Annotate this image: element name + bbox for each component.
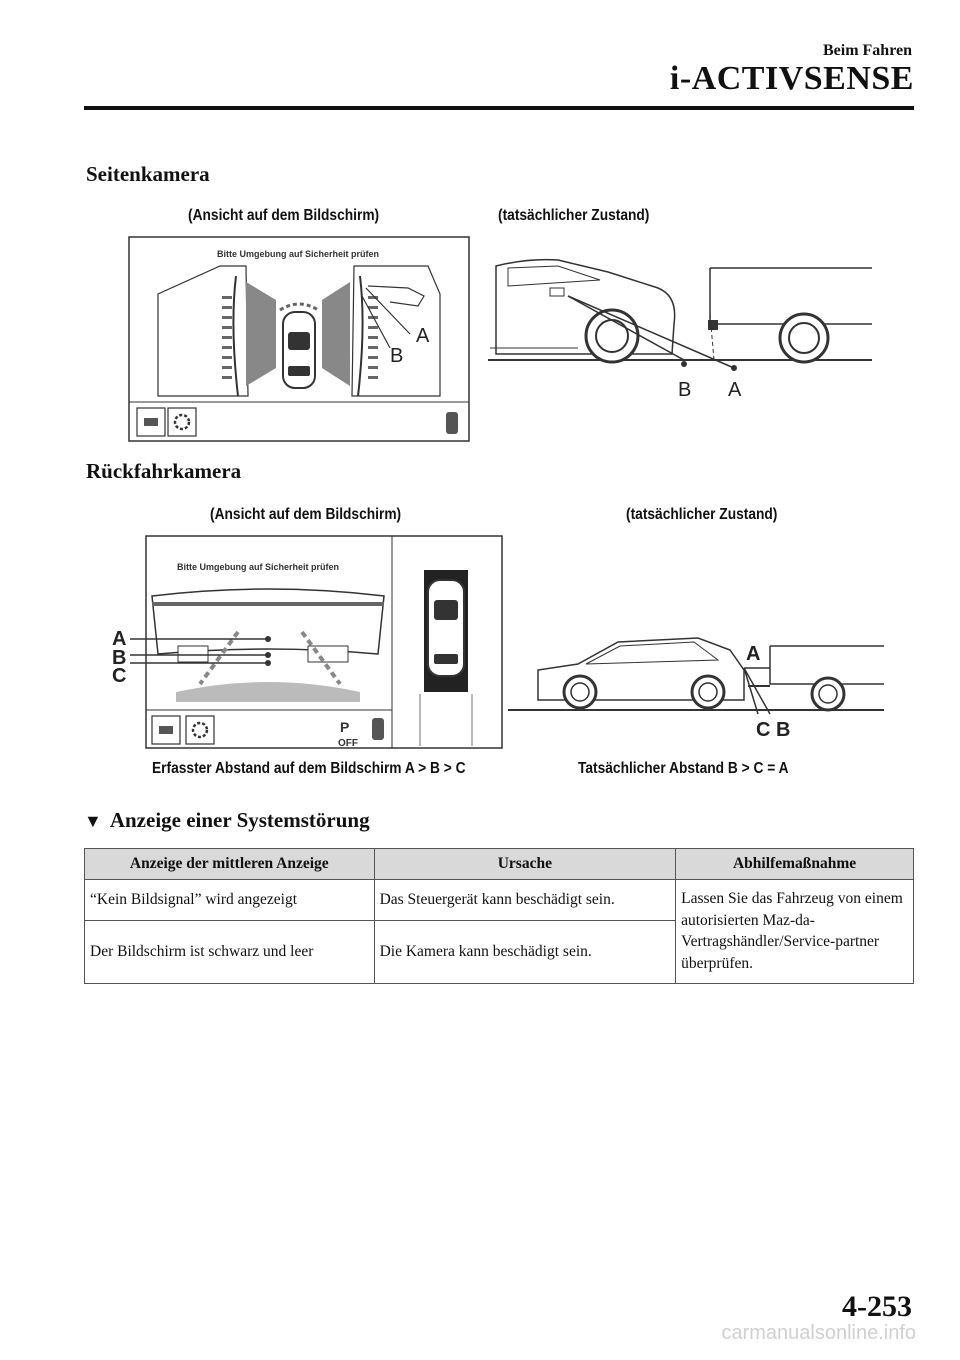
header-title: i-ACTIVSENSE [669,60,914,97]
rear-screen-banner: Bitte Umgebung auf Sicherheit prüfen [176,562,340,572]
header-section: Beim Fahren [822,42,912,59]
rear-screen-label-c: C [112,665,127,687]
rear-screen-label-a: A [112,628,127,650]
row-display: Der Bildschirm ist schwarz und leer [85,920,375,983]
side-actual-label-b: B [678,379,692,401]
header-rule [84,106,914,110]
rear-actual-label-c: C [756,719,771,741]
parking-sensor-icon: P [340,719,350,735]
rear-caption-detected-distance: Erfasster Abstand auf dem Bildschirm A > B > C [152,760,466,777]
side-caption-actual: (tatsächlicher Zustand) [498,207,650,224]
rear-caption-screen: (Ansicht auf dem Bildschirm) [210,506,402,523]
rear-caption-real-distance: Tatsächlicher Abstand B > C = A [578,760,789,777]
row-remedy: Lassen Sie das Fahrzeug von einem autorisierten Maz-da-Vertragshändler/Service-partner überprüfen. [676,880,914,984]
rear-actual-label-a: A [746,643,761,665]
rear-actual-label-b: B [776,719,791,741]
side-screen-label-b: B [390,345,404,367]
rear-camera-screen-figure [108,534,506,750]
side-caption-screen: (Ansicht auf dem Bildschirm) [188,207,380,224]
side-camera-heading: Seitenkamera [86,162,210,186]
row-cause: Das Steuergerät kann beschädigt sein. [374,880,676,921]
rear-screen-off-text: OFF [338,738,358,749]
column-header-display: Anzeige der mittleren Anzeige [85,849,375,880]
car-sensor-icon [446,412,458,434]
gear-icon [186,716,214,744]
rear-camera-heading: Rückfahrkamera [86,459,242,483]
gear-icon [168,408,196,436]
column-header-cause: Ursache [374,849,676,880]
side-camera-actual-figure [488,244,872,404]
row-cause: Die Kamera kann beschädigt sein. [374,920,676,983]
side-screen-label-a: A [416,325,430,347]
column-header-remedy: Abhilfemaßnahme [676,849,914,880]
rear-camera-actual-figure [508,628,884,746]
side-actual-label-a: A [728,379,742,401]
side-screen-banner: Bitte Umgebung auf Sicherheit prüfen [216,249,380,259]
side-camera-screen-figure [128,236,470,442]
malfunction-heading-text: Anzeige einer Systemstörung [109,808,370,832]
rear-screen-label-b: B [112,647,127,669]
watermark: carmanualsonline.info [721,1322,916,1344]
triangle-down-icon: ▼ [84,811,102,831]
car-sensor-icon [372,718,384,740]
page-number: 4-253 [842,1290,912,1323]
malfunction-heading [84,808,370,833]
rear-caption-actual: (tatsächlicher Zustand) [626,506,778,523]
row-display: “Kein Bildsignal” wird angezeigt [85,880,375,921]
table-header-row [85,849,914,880]
malfunction-table [84,848,914,984]
table-row [85,880,914,921]
